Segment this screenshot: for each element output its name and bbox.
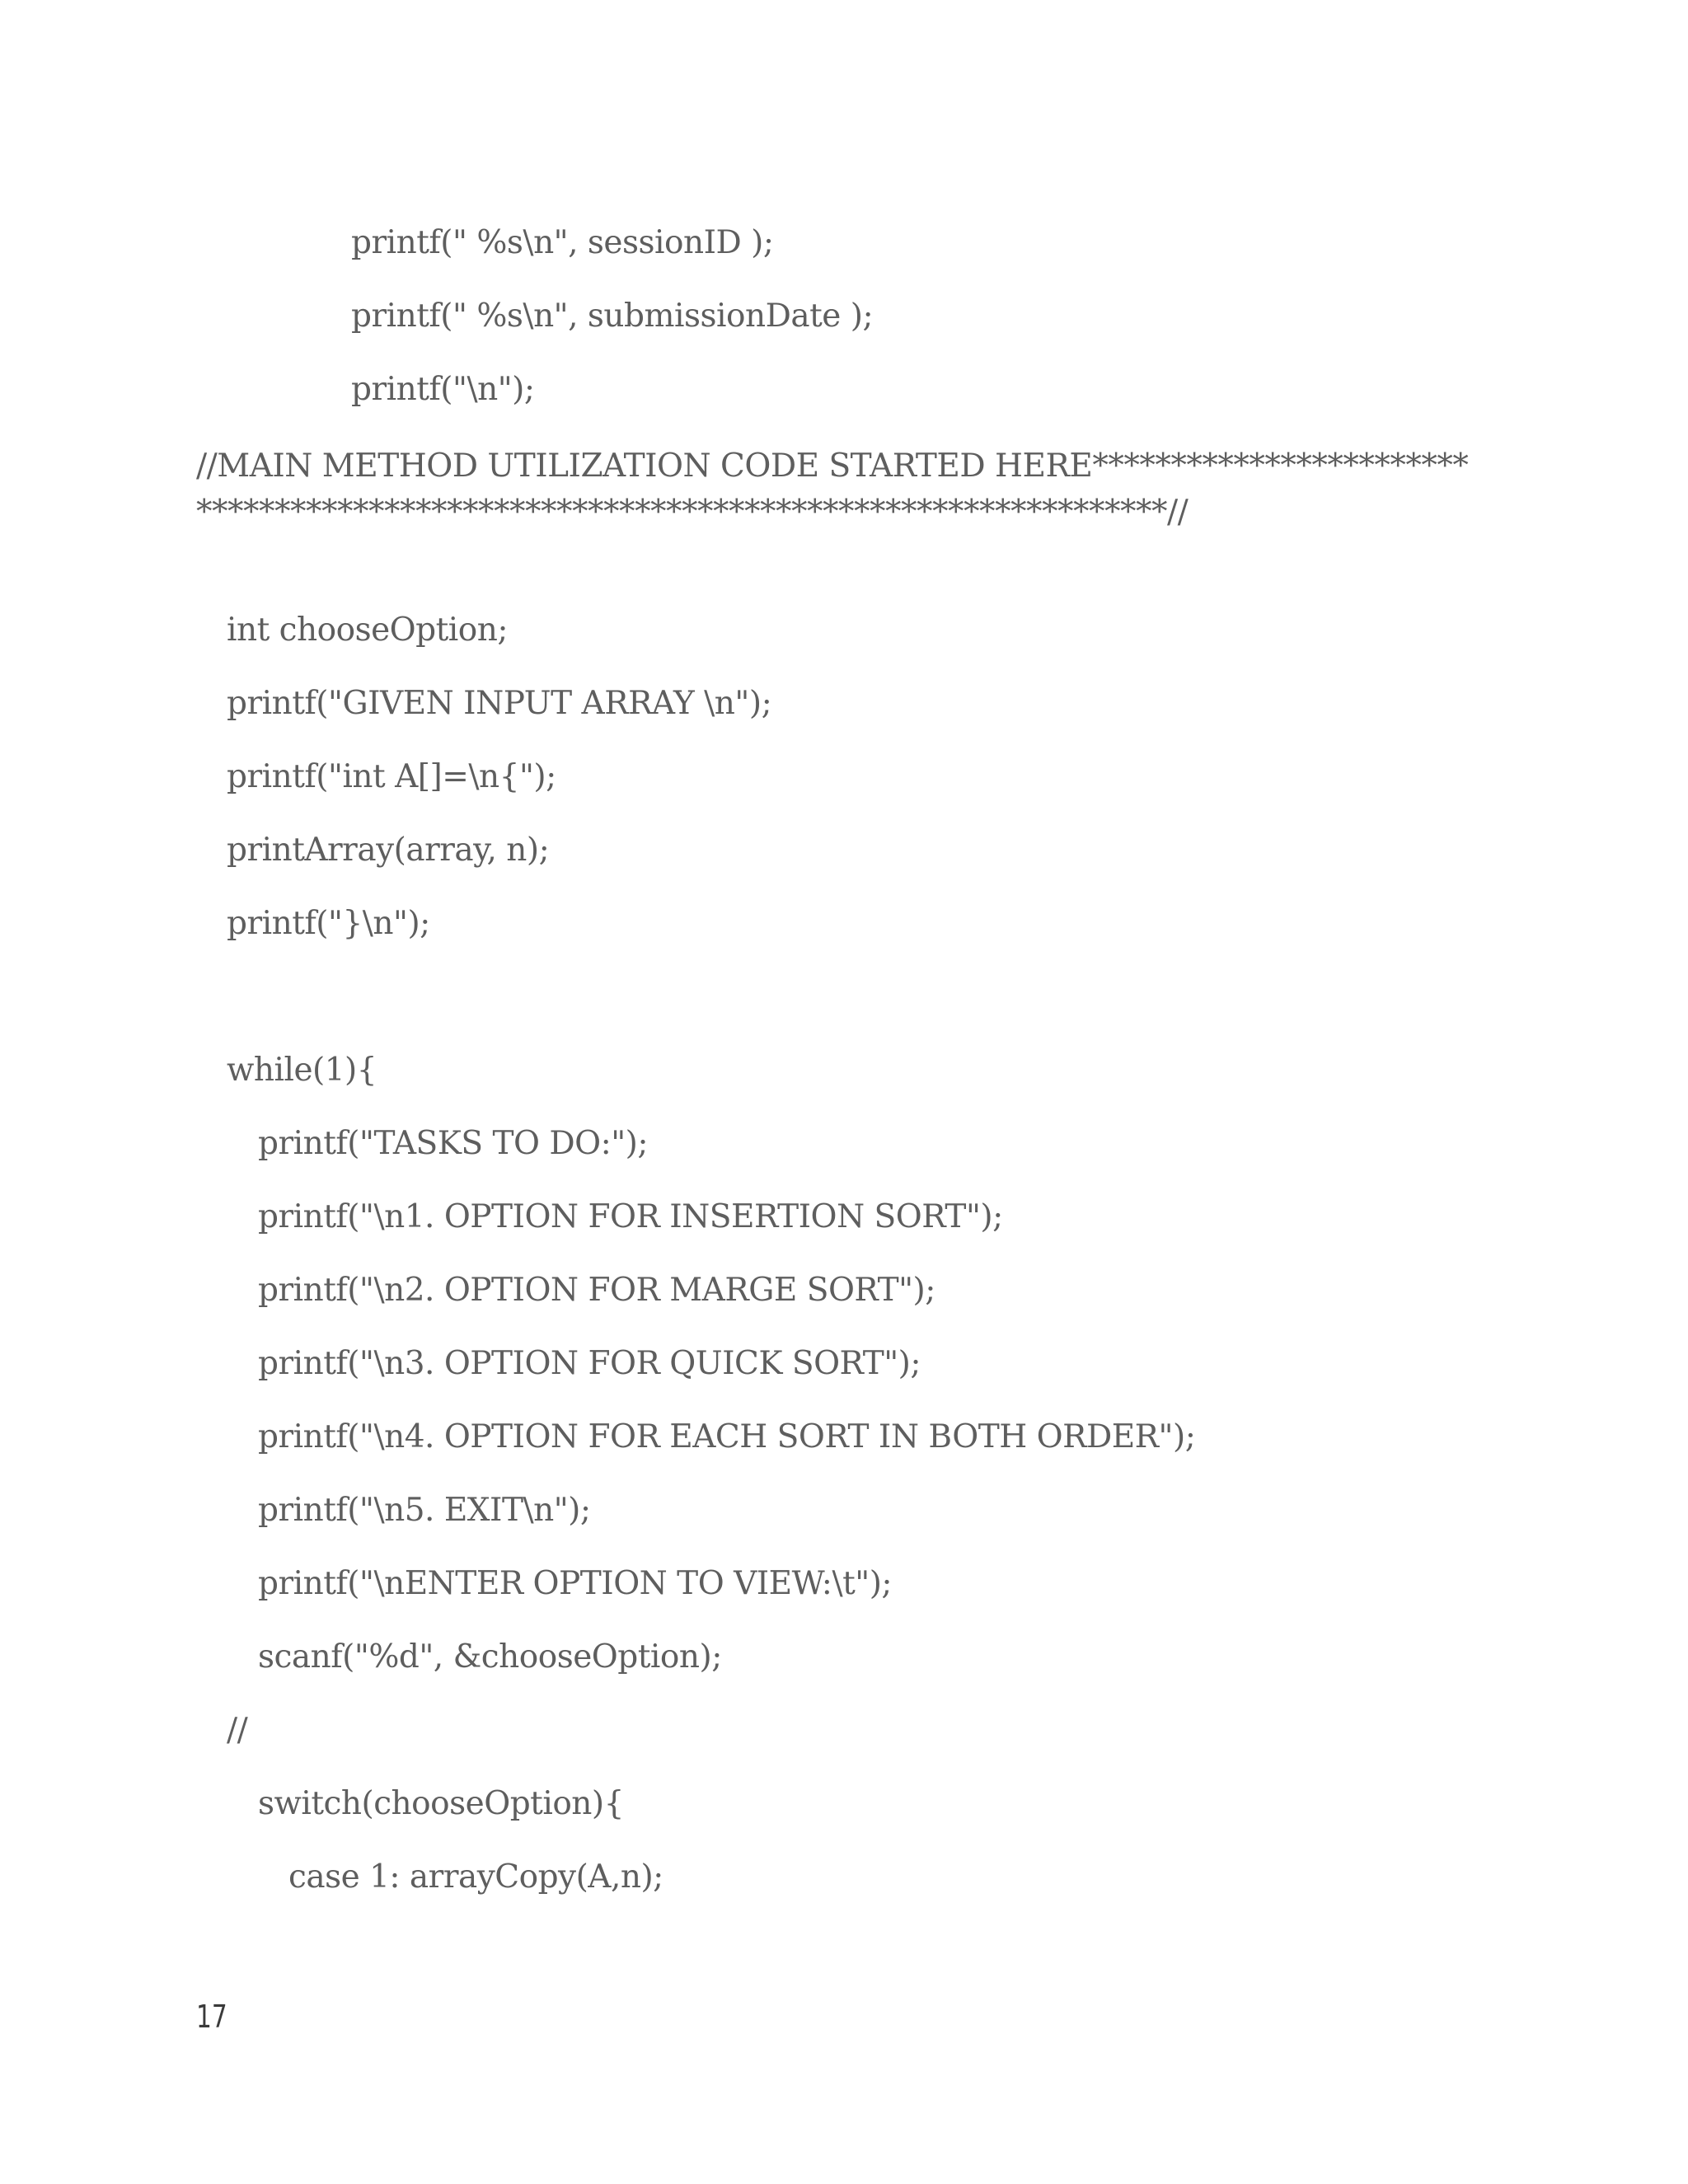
code-line: printf(" %s\n", submissionDate );: [351, 298, 874, 335]
code-line: scanf("%d", &chooseOption);: [258, 1638, 722, 1675]
code-comment: //MAIN METHOD UTILIZATION CODE STARTED HERE**************************************************************************************//: [196, 448, 1469, 531]
code-line: printf("\n1. OPTION FOR INSERTION SORT");: [258, 1198, 1003, 1235]
code-line: int chooseOption;: [227, 612, 508, 649]
code-line: printf("\n4. OPTION FOR EACH SORT IN BOTH ORDER");: [258, 1418, 1196, 1455]
code-line: while(1){: [227, 1052, 377, 1089]
code-line: printf("}\n");: [227, 905, 430, 942]
code-line: printf(" %s\n", sessionID );: [351, 224, 774, 261]
code-line: printf("TASKS TO DO:");: [258, 1125, 649, 1162]
code-line: printf("\n");: [351, 371, 535, 408]
code-line: printArray(array, n);: [227, 832, 550, 869]
code-line: printf("\n2. OPTION FOR MARGE SORT");: [258, 1272, 935, 1309]
code-line: printf("\n3. OPTION FOR QUICK SORT");: [258, 1345, 921, 1382]
code-line: //: [227, 1712, 248, 1749]
code-line: switch(chooseOption){: [258, 1785, 624, 1822]
code-line: printf("int A[]=\n{");: [227, 758, 556, 795]
code-line: printf("GIVEN INPUT ARRAY \n");: [227, 685, 772, 722]
code-line: printf("\nENTER OPTION TO VIEW:\t");: [258, 1565, 893, 1602]
code-line: case 1: arrayCopy(A,n);: [288, 1858, 663, 1896]
code-line: printf("\n5. EXIT\n");: [258, 1492, 591, 1529]
page-number: 17: [196, 1999, 227, 2035]
